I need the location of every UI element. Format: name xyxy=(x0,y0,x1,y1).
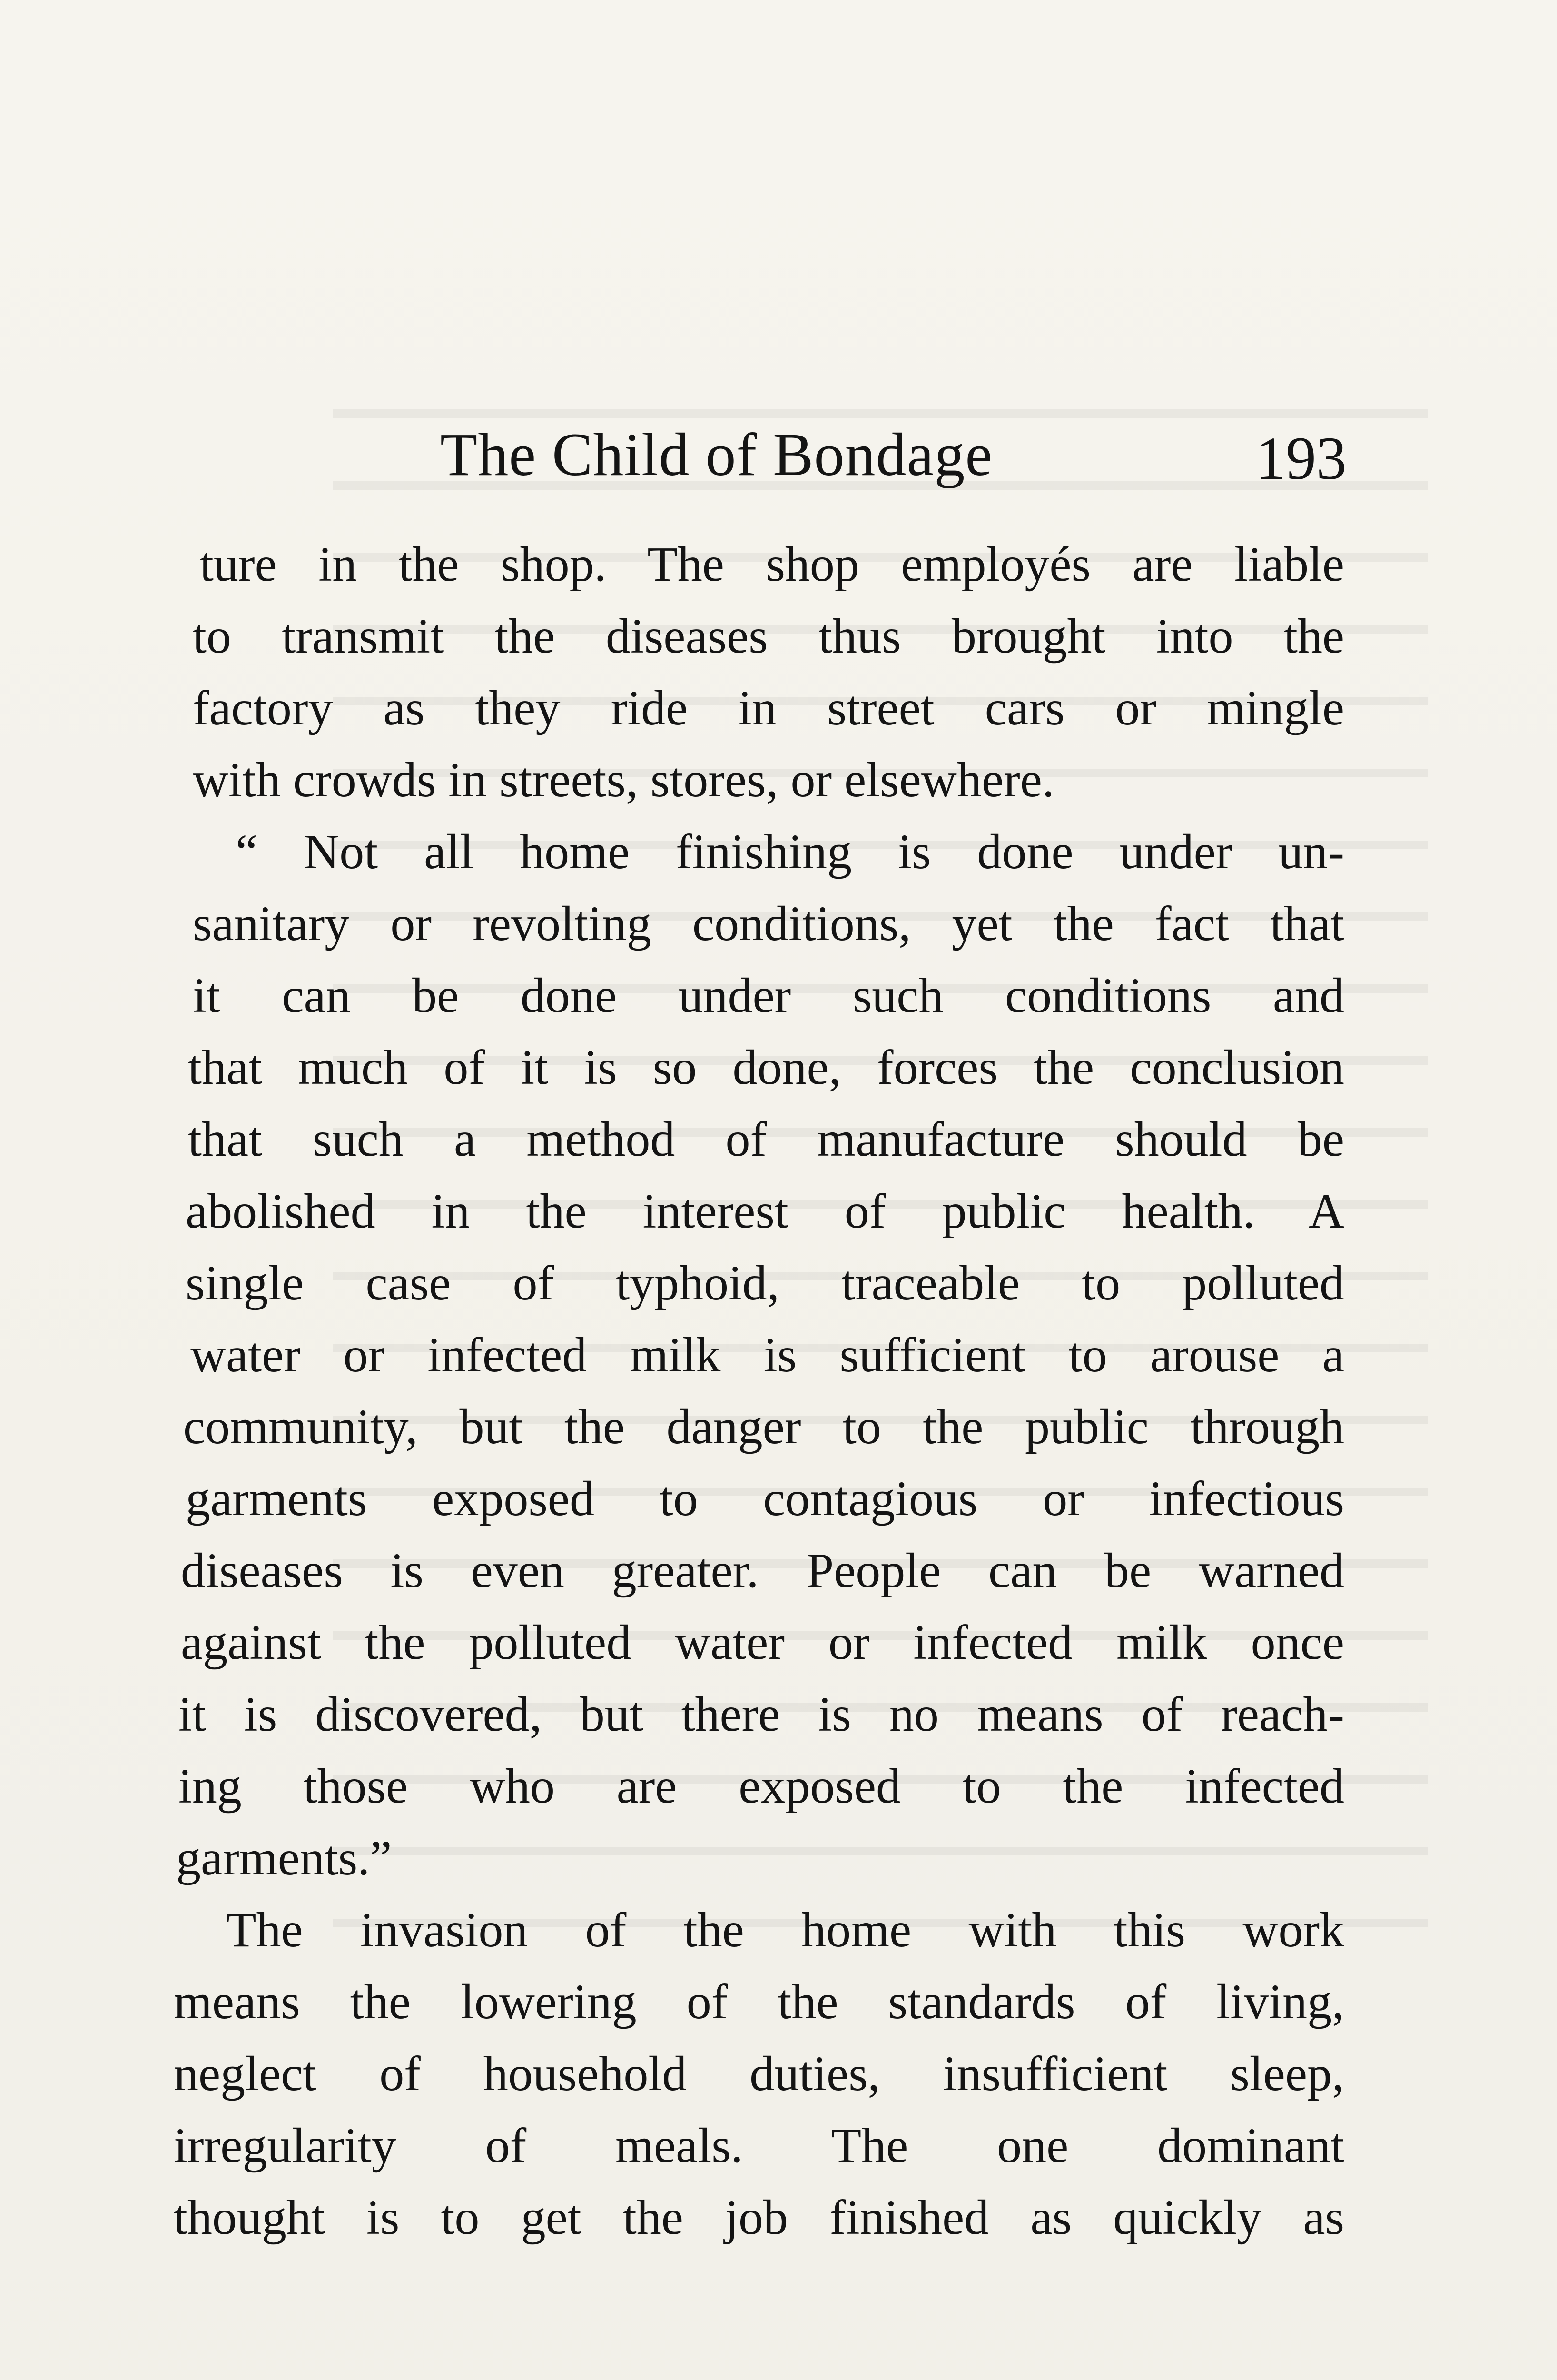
text-line: ing those who are exposed to the infected xyxy=(178,1759,1344,1814)
text-line: single case of typhoid, traceable to polluted xyxy=(186,1256,1344,1310)
text-line: irregularity of meals. The one dominant xyxy=(174,2118,1344,2173)
text-line: that much of it is so done, forces the conclusion xyxy=(188,1040,1344,1095)
text-line: ture in the shop. The shop employés are liable xyxy=(200,537,1344,592)
text-line: it can be done under such conditions and xyxy=(193,968,1344,1023)
running-title: The Child of Bondage xyxy=(440,421,993,488)
text-line: diseases is even greater. People can be warned xyxy=(181,1543,1344,1598)
page-number: 193 xyxy=(1255,425,1347,492)
text-line: it is discovered, but there is no means of reach- xyxy=(178,1687,1344,1742)
text-line: garments.” xyxy=(176,1831,392,1885)
text-line: means the lowering of the standards of living, xyxy=(174,1974,1344,2029)
text-line: “ Not all home finishing is done under un- xyxy=(236,824,1344,879)
text-line: water or infected milk is sufficient to arouse a xyxy=(190,1328,1344,1382)
text-line: abolished in the interest of public health. A xyxy=(186,1184,1344,1239)
text-line: against the polluted water or infected milk once xyxy=(181,1615,1344,1670)
text-line: garments exposed to contagious or infectious xyxy=(186,1471,1344,1526)
text-line: with crowds in streets, stores, or elsewhere. xyxy=(193,753,1054,807)
text-line: to transmit the diseases thus brought into the xyxy=(193,609,1344,664)
body-text xyxy=(174,528,1344,2253)
text-line: sanitary or revolting conditions, yet the fact that xyxy=(193,896,1344,951)
text-line: The invasion of the home with this work xyxy=(226,1903,1344,1957)
text-line: neglect of household duties, insufficient sleep, xyxy=(174,2046,1344,2101)
text-line: thought is to get the job finished as quickly as xyxy=(174,2190,1344,2245)
text-line: community, but the danger to the public through xyxy=(183,1399,1344,1454)
text-line: factory as they ride in street cars or mingle xyxy=(193,681,1344,735)
text-line: that such a method of manufacture should be xyxy=(188,1112,1344,1167)
running-header xyxy=(171,419,1347,490)
